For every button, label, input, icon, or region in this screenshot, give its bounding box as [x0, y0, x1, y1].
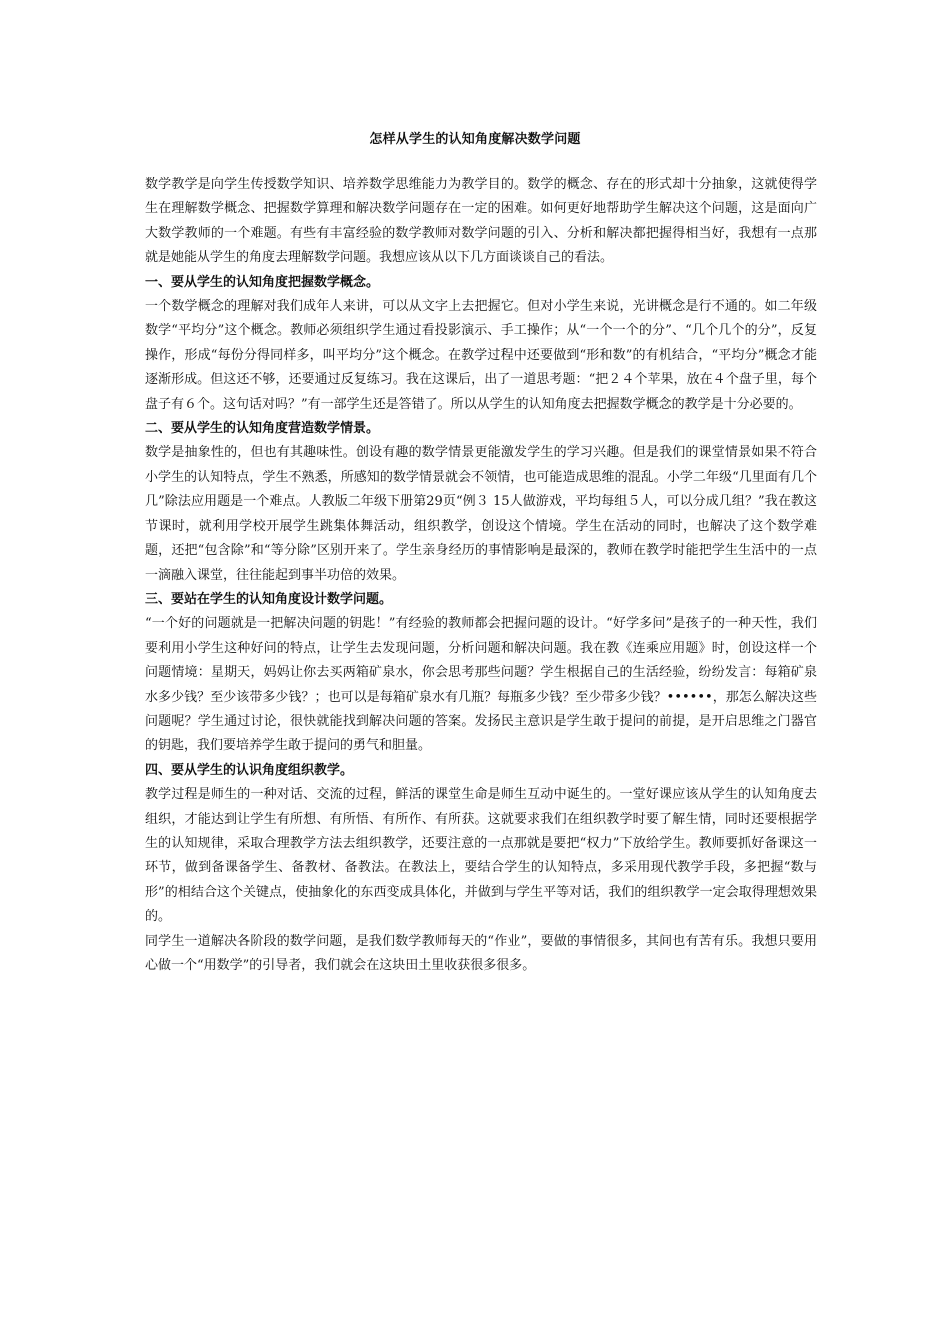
section-1-heading: 一、要从学生的认知角度把握数学概念。 [145, 274, 380, 290]
section-2-paragraph: 数学是抽象性的，但也有其趣味性。创设有趣的数学情景更能激发学生的学习兴趣。但是我们的课堂情景如果不符合小学生的认知特点，学生不熟悉，所感知的数学情景就会不领情，也可能造成思维的混乱。小学二年级“几里面有几个几”除法应用题是一个难点。人教版二年级下册第29页“例３ 15人做游戏，平均每组５人，可以分成几组？”我在教这节课时，就利用学校开展学生跳集体舞活动，组织教学，创设这个情境。学生在活动的同时，也解决了这个数学难题，还把“包含除”和“等分除”区别开来了。学生亲身经历的事情影响是最深的，教师在教学时能把学生生活中的一点一滴融入课堂，往往能起到事半功倍的效果。 [145, 445, 817, 583]
section-4-heading: 四、要从学生的认识角度组织教学。 [145, 762, 354, 778]
section-1-paragraph: 一个数学概念的理解对我们成年人来讲，可以从文字上去把握它。但对小学生来说，光讲概念是行不通的。如二年级数学“平均分”这个概念。教师必须组织学生通过看投影演示、手工操作；从“一个一个的分”、“几个几个的分”，反复操作，形成“每份分得同样多，叫平均分”这个概念。在教学过程中还要做到“形和数”的有机结合，“平均分”概念才能逐渐形成。但这还不够，还要通过反复练习。我在这课后，出了一道思考题：“把２４个苹果，放在４个盘子里，每个盘子有６个。这句话对吗？”有一部学生还是答错了。所以从学生的认知角度去把握数学概念的教学是十分必要的。 [145, 299, 817, 412]
section-3-paragraph: “一个好的问题就是一把解决问题的钥匙！”有经验的教师都会把握问题的设计。“好学多问”是孩子的一种天性，我们要利用小学生这种好问的特点，让学生去发现问题，分析问题和解决问题。我在教《连乘应用题》时，创设这样一个问题情境：星期天，妈妈让你去买两箱矿泉水，你会思考那些问题？学生根据自己的生活经验，纷纷发言：每箱矿泉水多少钱？至少该带多少钱？；也可以是每箱矿泉水有几瓶？每瓶多少钱？至少带多少钱？••••••，那怎么解决这些问题呢？学生通过讨论，很快就能找到解决问题的答案。发扬民主意识是学生敢于提问的前提，是开启思维之门器官的钥匙，我们要培养学生敢于提问的勇气和胆量。 [145, 616, 817, 754]
section-2-heading: 二、要从学生的认知角度营造数学情景。 [145, 421, 380, 437]
section-4-paragraph: 教学过程是师生的一种对话、交流的过程，鲜活的课堂生命是师生互动中诞生的。一堂好课应该从学生的认知角度去组织，才能达到让学生有所想、有所悟、有所作、有所获。这就要求我们在组织教学时要了解生情，同时还要根据学生的认知规律，采取合理教学方法去组织教学，还要注意的一点那就是要把“权力”下放给学生。教师要抓好备课这一环节，做到备课备学生、备教材、备教法。在教法上，要结合学生的认知特点，多采用现代教学手段，多把握“数与形”的相结合这个关键点，使抽象化的东西变成具体化，并做到与学生平等对话，我们的组织教学一定会取得理想效果的。 [145, 787, 817, 925]
conclusion-paragraph: 同学生一道解决各阶段的数学问题，是我们数学教师每天的“作业”，要做的事情很多，其间也有苦有乐。我想只要用心做一个“用数学”的引导者，我们就会在这块田土里收获很多很多。 [145, 933, 817, 973]
section-3-heading: 三、要站在学生的认知角度设计数学问题。 [145, 591, 393, 607]
document-title: 怎样从学生的认知角度解决数学问题 [369, 132, 581, 147]
document-body [145, 173, 817, 978]
intro-paragraph: 数学教学是向学生传授数学知识、培养数学思维能力为教学目的。数学的概念、存在的形式却十分抽象，这就使得学生在理解数学概念、把握数学算理和解决数学问题存在一定的困难。如何更好地帮助学生解决这个问题，这是面向广大数学教师的一个难题。有些有丰富经验的数学教师对数学问题的引入、分析和解决都把握得相当好，我想有一点那就是她能从学生的角度去理解数学问题。我想应该从以下几方面谈谈自己的看法。 [145, 177, 817, 266]
